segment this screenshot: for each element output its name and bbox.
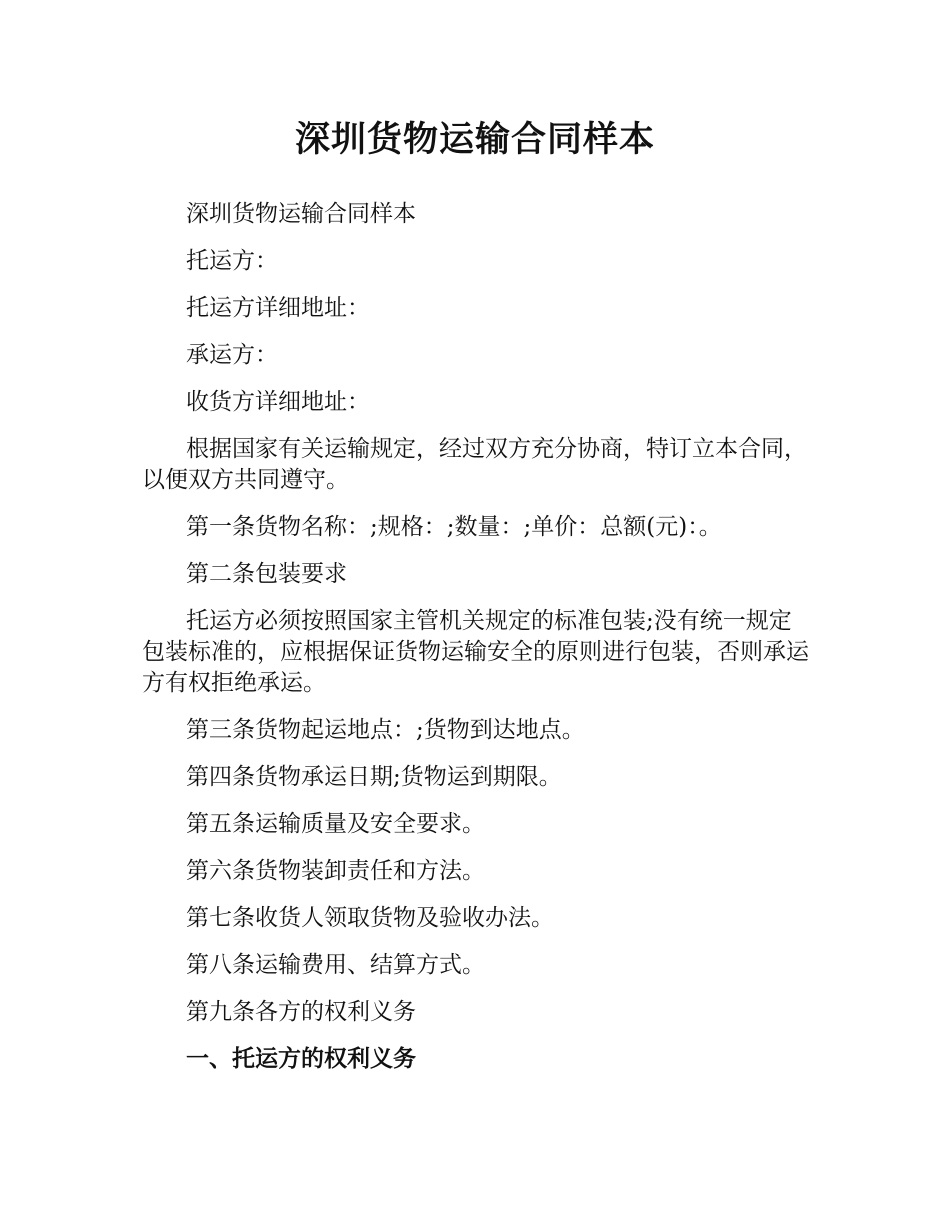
paragraph-preamble: 根据国家有关运输规定，经过双方充分协商，特订立本合同，以便双方共同遵守。 — [142, 436, 807, 493]
paragraph-packaging-requirements: 托运方必须按照国家主管机关规定的标准包装;没有统一规定包装标准的，应根据保证货物运输安全的原则进行包装，否则承运方有权拒绝承运。 — [142, 608, 809, 696]
paragraph-article-5: 第五条运输质量及安全要求。 — [186, 811, 485, 837]
paragraph-article-2: 第二条包装要求 — [186, 561, 347, 587]
section-heading-consignor-rights: 一、托运方的权利义务 — [186, 1046, 416, 1072]
paragraph-article-1: 第一条货物名称：;规格：;数量：;单价：总额(元)：。 — [186, 514, 722, 540]
paragraph-article-3: 第三条货物起运地点：;货物到达地点。 — [186, 717, 585, 743]
paragraph-article-9: 第九条各方的权利义务 — [186, 999, 416, 1025]
paragraph-consignor: 托运方： — [186, 248, 278, 274]
paragraph-consignor-address: 托运方详细地址： — [186, 295, 370, 321]
paragraph-subtitle: 深圳货物运输合同样本 — [186, 201, 416, 227]
paragraph-carrier: 承运方： — [186, 342, 278, 368]
paragraph-article-4: 第四条货物承运日期;货物运到期限。 — [186, 764, 562, 790]
paragraph-article-8: 第八条运输费用、结算方式。 — [186, 952, 485, 978]
paragraph-article-7: 第七条收货人领取货物及验收办法。 — [186, 905, 554, 931]
document-body — [142, 199, 810, 1091]
paragraph-article-6: 第六条货物装卸责任和方法。 — [186, 858, 485, 884]
document-title: 深圳货物运输合同样本 — [294, 120, 655, 160]
paragraph-consignee-address: 收货方详细地址： — [186, 389, 370, 415]
